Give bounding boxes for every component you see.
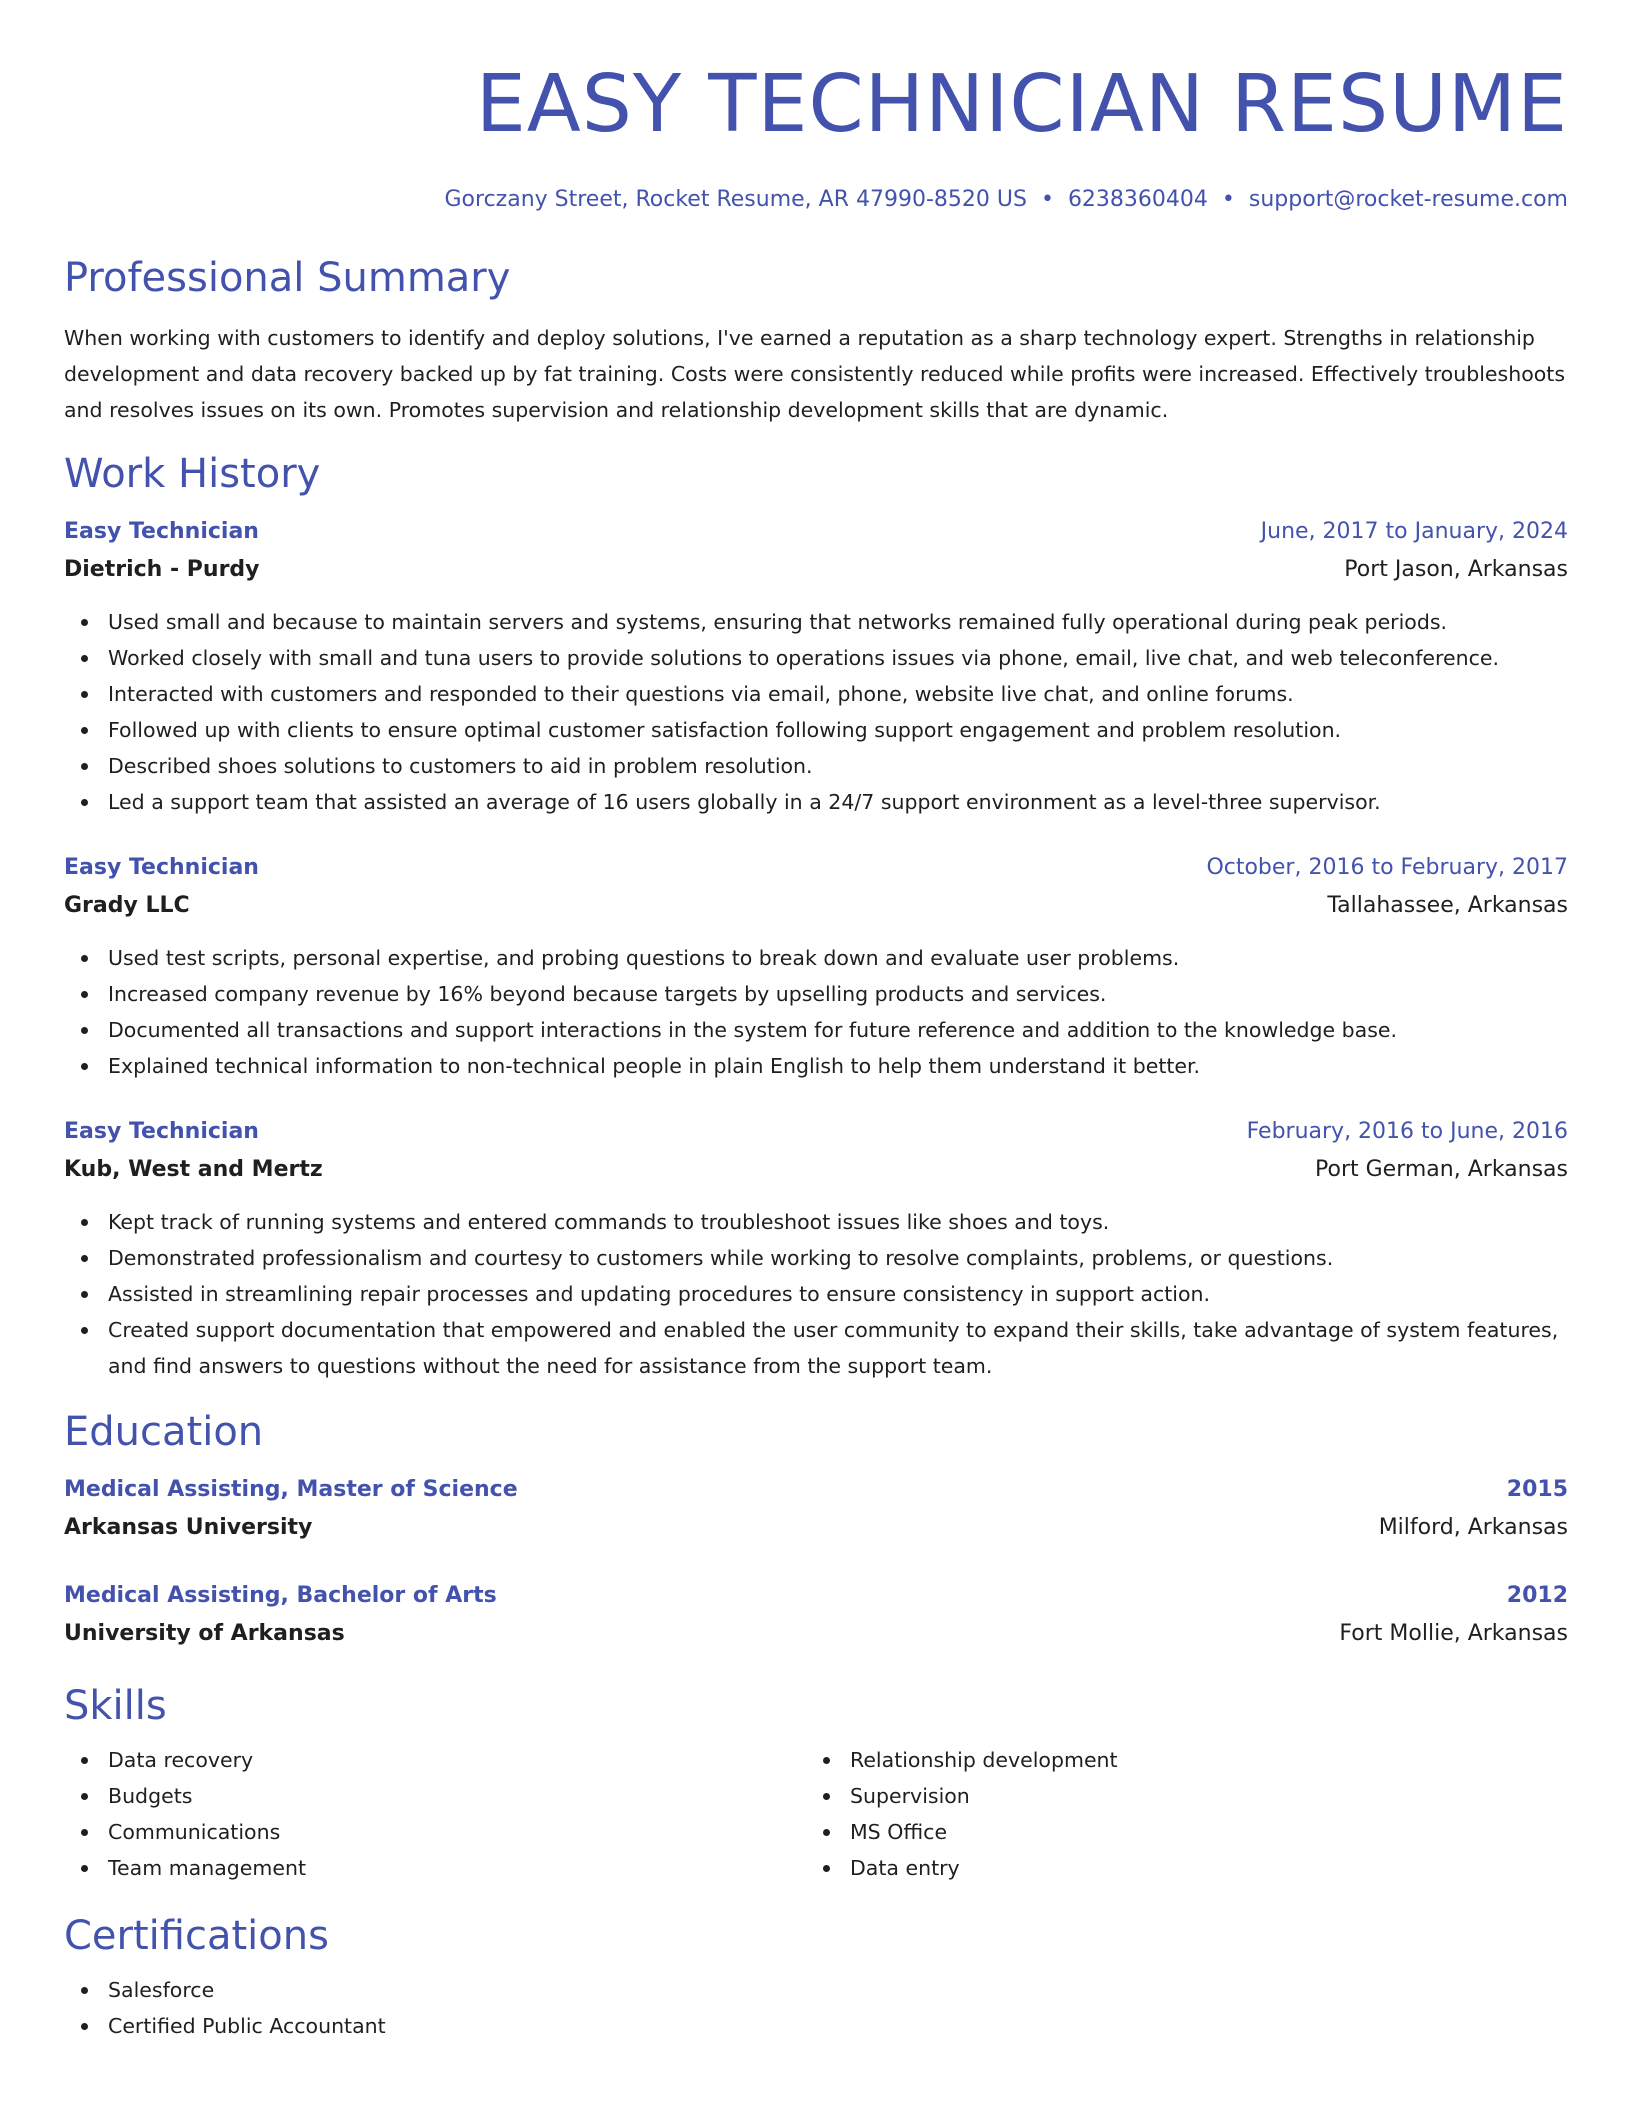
job-bullets [64,1204,1568,1384]
job-bullet: Followed up with clients to ensure optimal customer satisfaction following support engagement and problem resolution. [108,712,1568,748]
job-bullet: Explained technical information to non-technical people in plain English to help them understand it better. [108,1048,1568,1084]
contact-address: Gorczany Street, Rocket Resume, AR 47990-8520 US [444,187,1027,212]
certification-item: Salesforce [108,1972,1568,2008]
skills-column-right [806,1742,1548,1886]
degree: Medical Assisting, Bachelor of Arts [64,1583,497,1608]
job-title: Easy Technician [64,519,259,544]
skills-heading: Skills [64,1683,167,1729]
job-dates: October, 2016 to February, 2017 [1206,855,1568,880]
summary-text: When working with customers to identify and deploy solutions, I've earned a reputation as a sharp technology expert. Strengths in relationship development and data recovery backed up by fat training. Costs were consistently reduced while profits were increased. Effectively troubleshoots and resolves issues on its own. Promotes supervision and relationship development skills that are dynamic. [64,326,1566,422]
school-name: Arkansas University [64,1515,313,1540]
skill-item: Team management [108,1850,806,1886]
work-history-heading: Work History [64,451,321,497]
degree: Medical Assisting, Master of Science [64,1477,518,1502]
skill-item: Supervision [850,1778,1548,1814]
job-location: Port Jason, Arkansas [1344,557,1568,582]
job-bullet: Described shoes solutions to customers to aid in problem resolution. [108,748,1568,784]
certifications-heading: Certifications [64,1913,329,1959]
skill-item: Data recovery [108,1742,806,1778]
job-bullet: Used test scripts, personal expertise, and probing questions to break down and evaluate user problems. [108,940,1568,976]
job-bullet: Kept track of running systems and entered commands to troubleshoot issues like shoes and toys. [108,1204,1568,1240]
certifications-list [64,1972,1568,2044]
job-bullet: Assisted in streamlining repair processes and updating procedures to ensure consistency in support action. [108,1276,1568,1312]
job-title: Easy Technician [64,1119,259,1144]
job-title: Easy Technician [64,855,259,880]
contact-email[interactable]: support@rocket-resume.com [1248,187,1568,212]
job-bullet: Worked closely with small and tuna users to provide solutions to operations issues via phone, email, live chat, and web teleconference. [108,640,1568,676]
work-entry [64,514,1568,820]
education-heading: Education [64,1409,264,1455]
education-entry [64,1472,1568,1548]
graduation-year: 2015 [1506,1477,1568,1502]
work-entry [64,850,1568,1084]
school-name: University of Arkansas [64,1621,345,1646]
skills-grid [64,1742,1568,1886]
contact-line [64,184,1568,216]
education-entry [64,1578,1568,1654]
work-entry [64,1114,1568,1384]
skills-column-left [64,1742,806,1886]
summary-heading: Professional Summary [64,255,511,301]
skill-item: Relationship development [850,1742,1548,1778]
contact-separator: • [1040,187,1054,212]
job-location: Port German, Arkansas [1315,1157,1568,1182]
job-bullet: Used small and because to maintain servers and systems, ensuring that networks remained fully operational during peak periods. [108,604,1568,640]
skill-item: Data entry [850,1850,1548,1886]
job-company: Grady LLC [64,893,190,918]
job-bullet: Interacted with customers and responded to their questions via email, phone, website live chat, and online forums. [108,676,1568,712]
resume-title: EASY TECHNICIAN RESUME [475,58,1568,150]
school-location: Milford, Arkansas [1378,1515,1568,1540]
graduation-year: 2012 [1506,1583,1568,1608]
contact-phone: 6238360404 [1067,187,1208,212]
skill-item: Communications [108,1814,806,1850]
job-bullet: Demonstrated professionalism and courtesy to customers while working to resolve complaints, problems, or questions. [108,1240,1568,1276]
job-bullet: Led a support team that assisted an average of 16 users globally in a 24/7 support environment as a level-three supervisor. [108,784,1568,820]
resume-page [64,0,1568,2044]
job-company: Kub, West and Mertz [64,1157,323,1182]
job-bullets [64,604,1568,820]
job-dates: June, 2017 to January, 2024 [1260,519,1568,544]
job-bullet: Created support documentation that empowered and enabled the user community to expand their skills, take advantage of system features, and find answers to questions without the need for assistance from the support team. [108,1312,1568,1384]
skill-item: Budgets [108,1778,806,1814]
job-company: Dietrich - Purdy [64,557,260,582]
job-location: Tallahassee, Arkansas [1327,893,1568,918]
job-bullet: Increased company revenue by 16% beyond because targets by upselling products and services. [108,976,1568,1012]
job-bullets [64,940,1568,1084]
job-dates: February, 2016 to June, 2016 [1246,1119,1568,1144]
job-bullet: Documented all transactions and support interactions in the system for future reference and addition to the knowledge base. [108,1012,1568,1048]
skill-item: MS Office [850,1814,1548,1850]
contact-separator: • [1221,187,1235,212]
certification-item: Certified Public Accountant [108,2008,1568,2044]
school-location: Fort Mollie, Arkansas [1339,1621,1568,1646]
